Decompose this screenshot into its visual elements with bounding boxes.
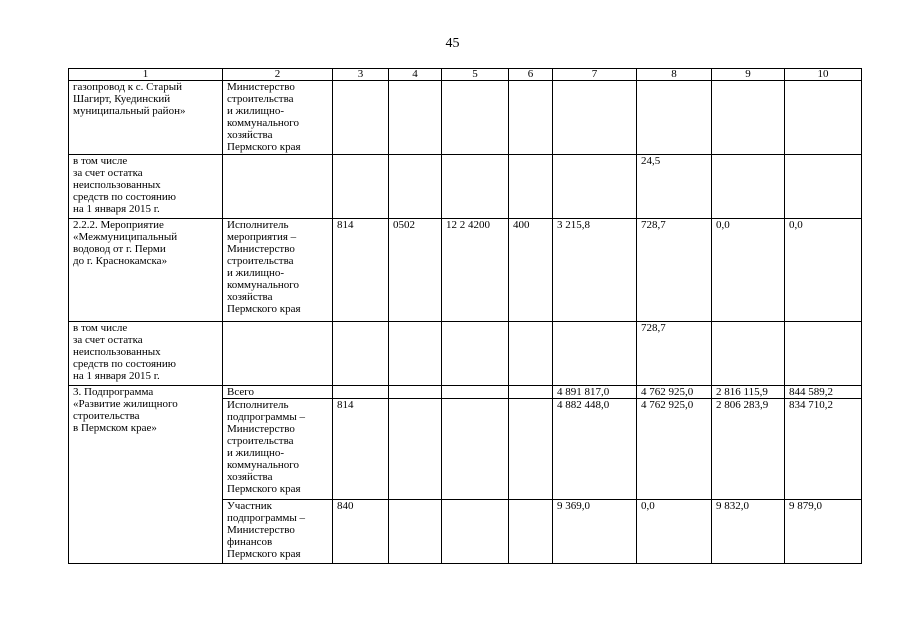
table-cell [509, 500, 553, 564]
table-cell: 840 [333, 500, 389, 564]
column-header: 7 [553, 69, 637, 81]
table-cell [442, 322, 509, 386]
table-cell [442, 155, 509, 219]
table-cell [442, 399, 509, 500]
table-cell [442, 81, 509, 155]
table-cell: газопровод к с. Старый Шагирт, Куединский муниципальный район» [69, 81, 223, 155]
table-cell [389, 322, 442, 386]
table-cell [442, 500, 509, 564]
table-cell: 844 589,2 [785, 386, 862, 399]
table-cell: 4 762 925,0 [637, 386, 712, 399]
table-cell [223, 155, 333, 219]
table-cell [553, 322, 637, 386]
column-header: 1 [69, 69, 223, 81]
column-header: 8 [637, 69, 712, 81]
table-row [69, 386, 862, 399]
table-cell [442, 386, 509, 399]
table-cell [509, 81, 553, 155]
table-cell [785, 155, 862, 219]
table-row [69, 322, 862, 386]
table-cell: 2.2.2. Мероприятие «Межмуниципальный водовод от г. Перми до г. Краснокамска» [69, 219, 223, 322]
table-cell [333, 81, 389, 155]
table-cell [389, 500, 442, 564]
table-cell: 0,0 [712, 219, 785, 322]
table-cell [389, 399, 442, 500]
table-cell: в том числе за счет остатка неиспользованных средств по состоянию на 1 января 2015 г. [69, 155, 223, 219]
table-cell [389, 155, 442, 219]
table-cell [509, 386, 553, 399]
table-cell [785, 322, 862, 386]
table-cell: 9 369,0 [553, 500, 637, 564]
table-cell [553, 81, 637, 155]
table-cell [553, 155, 637, 219]
column-header: 5 [442, 69, 509, 81]
column-header: 2 [223, 69, 333, 81]
budget-table [68, 68, 862, 564]
table-cell [389, 81, 442, 155]
table-cell: 0,0 [637, 500, 712, 564]
table-cell [333, 155, 389, 219]
column-header: 3 [333, 69, 389, 81]
table-cell: Министерство строительства и жилищно- коммунального хозяйства Пермского края [223, 81, 333, 155]
table-cell: 2 806 283,9 [712, 399, 785, 500]
table-cell: 4 891 817,0 [553, 386, 637, 399]
table-cell: 0502 [389, 219, 442, 322]
table-cell [637, 81, 712, 155]
column-header: 9 [712, 69, 785, 81]
table-cell [509, 322, 553, 386]
table-cell: 814 [333, 399, 389, 500]
table-cell [509, 399, 553, 500]
table-cell: 728,7 [637, 219, 712, 322]
column-header: 4 [389, 69, 442, 81]
table-cell: 728,7 [637, 322, 712, 386]
column-header: 10 [785, 69, 862, 81]
table-cell: в том числе за счет остатка неиспользованных средств по состоянию на 1 января 2015 г. [69, 322, 223, 386]
table-cell [223, 322, 333, 386]
table-cell: Всего [223, 386, 333, 399]
table-cell: 814 [333, 219, 389, 322]
table-cell: 2 816 115,9 [712, 386, 785, 399]
table-cell: 3. Подпрограмма «Развитие жилищного строительства в Пермском крае» [69, 386, 223, 564]
table-cell [712, 322, 785, 386]
page-number: 45 [445, 36, 460, 51]
table-cell: Участник подпрограммы – Министерство финансов Пермского края [223, 500, 333, 564]
table-cell: Исполнитель мероприятия – Министерство строительства и жилищно- коммунального хозяйства Пермского края [223, 219, 333, 322]
table-cell: 9 879,0 [785, 500, 862, 564]
table-cell: 834 710,2 [785, 399, 862, 500]
table-cell: 0,0 [785, 219, 862, 322]
table-row [69, 155, 862, 219]
table-cell: 12 2 4200 [442, 219, 509, 322]
table-cell: 9 832,0 [712, 500, 785, 564]
table-cell: 400 [509, 219, 553, 322]
table-cell: Исполнитель подпрограммы – Министерство строительства и жилищно- коммунального хозяйства Пермского края [223, 399, 333, 500]
table-row [69, 81, 862, 155]
column-number-row [69, 69, 862, 81]
table-cell [389, 386, 442, 399]
table-cell [785, 81, 862, 155]
table-cell: 24,5 [637, 155, 712, 219]
table-cell [333, 322, 389, 386]
table-cell [333, 386, 389, 399]
table-cell [712, 155, 785, 219]
table-row [69, 219, 862, 322]
table-cell [712, 81, 785, 155]
column-header: 6 [509, 69, 553, 81]
table-cell: 4 762 925,0 [637, 399, 712, 500]
table-cell: 4 882 448,0 [553, 399, 637, 500]
table-cell [509, 155, 553, 219]
table-cell: 3 215,8 [553, 219, 637, 322]
